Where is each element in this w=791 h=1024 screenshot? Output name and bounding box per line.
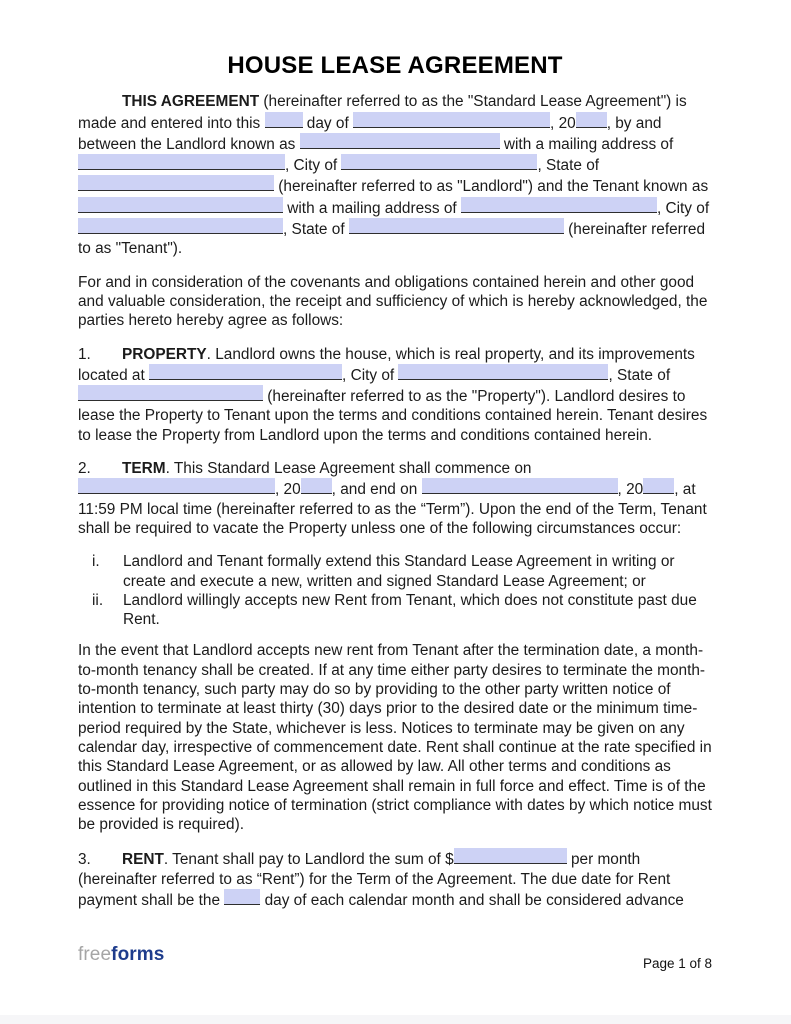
blank-field-group xyxy=(422,481,618,498)
blank-field[interactable] xyxy=(422,478,618,494)
blank-field[interactable] xyxy=(78,478,275,494)
list-item-text: Landlord and Tenant formally extend this Standard Lease Agreement in writing or create and execute a new, written and signed Standard Lease Agreement; or xyxy=(123,553,675,590)
blank-field[interactable] xyxy=(265,112,303,128)
blank-field-group xyxy=(643,481,674,498)
text-run: (hereinafter referred to as "Tenant"). xyxy=(78,221,706,258)
text-run: day of xyxy=(302,114,354,132)
blank-field[interactable] xyxy=(301,478,332,494)
blank-field[interactable] xyxy=(78,175,274,191)
brand-forms-text: forms xyxy=(111,944,165,965)
blank-field[interactable] xyxy=(461,197,657,213)
blank-field-group xyxy=(224,892,260,909)
blank-field[interactable] xyxy=(349,218,564,234)
text-run: City of xyxy=(346,366,399,384)
list-marker: i. xyxy=(92,553,100,571)
blank-field-group xyxy=(445,851,567,868)
text-run: $ xyxy=(445,851,454,869)
blank-field-group xyxy=(78,388,263,405)
blank-field[interactable] xyxy=(341,154,537,170)
text-run: , xyxy=(606,114,611,132)
blank-field-group xyxy=(576,115,607,132)
blank-field-group xyxy=(422,481,679,498)
section-rent xyxy=(78,848,712,910)
text-run: , xyxy=(342,366,347,384)
page-bottom-edge xyxy=(0,1015,791,1024)
text-run: and end on xyxy=(335,481,422,499)
text-run: . Tenant shall pay to Landlord the sum of xyxy=(163,851,446,869)
text-run: , xyxy=(537,157,542,175)
list-item-text: Landlord willingly accepts new Rent from Tenant, which does not constitute past due Rent. xyxy=(123,591,697,629)
bold-text: RENT xyxy=(122,851,164,869)
text-run: (hereinafter referred to as the "Property"). Landlord desires to lease the Property to Tenant upon the terms and conditions contained herein. Tenant desires to lease the Property from Landlord upon the terms and conditions contained herein. xyxy=(78,388,708,444)
text-run: (hereinafter referred to as the "Standard Lease Agreement") is made and entered into this xyxy=(78,93,687,132)
text-run: , 20 xyxy=(617,481,644,499)
text-run: , 20 xyxy=(550,114,576,132)
text-run: day of each calendar month and shall be considered advance xyxy=(260,891,684,909)
section-property xyxy=(78,345,712,445)
holdover-paragraph xyxy=(78,641,712,834)
blank-field-group xyxy=(353,115,550,132)
text-run: In the event that Landlord accepts new rent from Tenant after the termination date, a month-to-month tenancy shall be created. If at any time either party desires to terminate the month-to-month tenancy, such party may do so by providing to the other party written notice of intention to terminate at least thirty (30) days prior to the desired date or the minimum time-period required by the State, whichever is less. Notices to terminate may be given on any calendar day, irrespective of commencement date. Rent shall continue at the rate specified in this Standard Lease Agreement, or as allowed by law. All other terms and conditions as outlined in this Standard Lease Agreement shall remain in full force and effect. Time is of the essence for providing notice of termination (strict compliance with dates by which notice must be provided is required). xyxy=(78,642,712,834)
text-run: per month (hereinafter referred to as “Rent”) for the Term of the Agreement. The due date for Rent payment shall be the xyxy=(78,851,671,909)
blank-field[interactable] xyxy=(224,889,260,905)
blank-field-group xyxy=(353,115,611,132)
blank-field[interactable] xyxy=(643,478,674,494)
blank-field[interactable] xyxy=(78,218,283,234)
blank-field-group xyxy=(341,157,541,174)
blank-field-group xyxy=(78,221,287,238)
bold-text: TERM xyxy=(122,460,166,478)
term-circumstances-list xyxy=(78,552,712,629)
blank-field-group xyxy=(78,481,275,498)
text-run: , xyxy=(285,157,290,175)
document-content xyxy=(78,0,712,924)
consideration-paragraph xyxy=(78,273,712,331)
blank-field[interactable] xyxy=(353,112,550,128)
bold-text: THIS AGREEMENT xyxy=(122,93,260,111)
text-run: . Landlord owns the house, which is real property, and its improvements located at xyxy=(78,345,695,384)
section-number: 3. xyxy=(78,851,91,869)
text-run: For and in consideration of the covenants and obligations contained herein and other good and valuable consideration, the receipt and sufficiency of which is hereby acknowledged, the parties hereto hereby agree as follows: xyxy=(78,273,708,330)
blank-field-group xyxy=(461,200,661,217)
blank-field[interactable] xyxy=(78,197,283,213)
blank-field-group xyxy=(265,115,303,132)
text-run: at 11:59 PM local time (hereinafter referred to as the “Term”). Upon the end of the Term, Tenant shall be required to vacate the Property unless one of the following circumstances occur: xyxy=(78,481,707,537)
blank-field-group xyxy=(149,367,346,384)
text-run: State of xyxy=(612,366,671,384)
blank-field[interactable] xyxy=(300,133,500,149)
text-run: . This Standard Lease Agreement shall commence on xyxy=(165,460,532,478)
blank-field[interactable] xyxy=(78,154,285,170)
text-run: , xyxy=(331,481,336,499)
list-item xyxy=(92,591,712,630)
text-run: , xyxy=(283,221,288,239)
blank-field[interactable] xyxy=(78,385,263,401)
section-term xyxy=(78,459,712,538)
list-marker: ii. xyxy=(92,591,104,609)
text-run: , 20 xyxy=(275,481,301,499)
section-number: 2. xyxy=(78,460,91,478)
page-title: HOUSE LEASE AGREEMENT xyxy=(227,52,563,79)
blank-field-group xyxy=(78,157,289,174)
text-run: State of xyxy=(541,157,600,175)
blank-field-group xyxy=(78,481,336,498)
blank-field-group xyxy=(78,178,274,195)
blank-field-group xyxy=(301,481,332,498)
text-run: , xyxy=(674,481,679,499)
text-run: (hereinafter referred to as "Landlord") and the Tenant known as xyxy=(274,178,709,196)
text-run: City of xyxy=(289,157,342,175)
blank-field[interactable] xyxy=(149,364,342,380)
page-number-label: Page 1 of 8 xyxy=(642,956,712,971)
text-run: City of xyxy=(661,199,710,217)
text-run: , xyxy=(656,199,662,217)
text-run: State of xyxy=(287,221,349,239)
blank-field[interactable] xyxy=(398,364,608,380)
list-item xyxy=(92,552,712,591)
blank-field-group xyxy=(349,221,564,238)
blank-field[interactable] xyxy=(576,112,607,128)
blank-field-group xyxy=(398,367,612,384)
blank-field-group xyxy=(78,200,283,217)
text-run: , xyxy=(608,366,613,384)
bold-text: PROPERTY xyxy=(122,345,207,363)
freeforms-logo xyxy=(78,944,164,966)
text-run: with a mailing address of xyxy=(283,199,461,217)
blank-field-group xyxy=(300,136,500,153)
brand-free-text: free xyxy=(78,944,112,965)
intro-paragraph xyxy=(78,92,712,258)
document-blocks xyxy=(78,92,712,910)
blank-field[interactable] xyxy=(454,848,567,864)
text-run: by and between the Landlord known as xyxy=(78,114,662,153)
section-number: 1. xyxy=(78,345,91,363)
text-run: with a mailing address of xyxy=(499,135,674,153)
